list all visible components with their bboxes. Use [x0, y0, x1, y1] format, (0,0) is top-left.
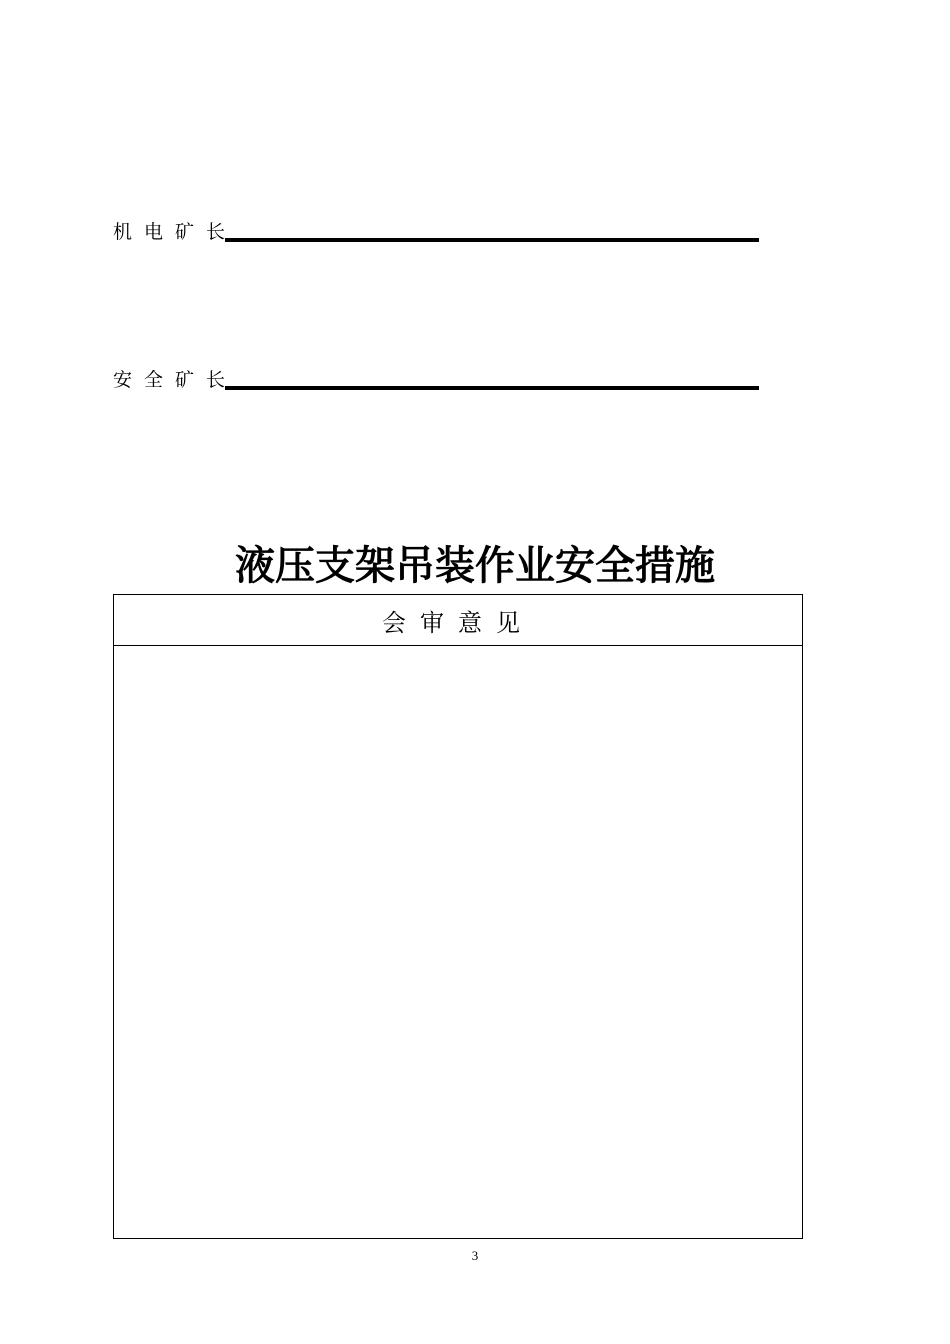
review-opinion-header: 会审意见 [114, 595, 802, 646]
signature-blank-mech-elec-manager[interactable] [225, 238, 759, 242]
signature-line-mech-elec-manager [113, 220, 759, 244]
signature-label-mech-elec-manager: 机电矿长 [113, 221, 238, 243]
page-number: 3 [471, 1248, 479, 1263]
signature-label-safety-manager: 安全矿长 [113, 369, 238, 391]
review-opinion-table [113, 594, 803, 1239]
signature-line-safety-manager [113, 368, 759, 392]
document-title: 液压支架吊装作业安全措施 [235, 542, 715, 589]
review-opinion-body[interactable] [114, 646, 802, 1238]
signature-blank-safety-manager[interactable] [225, 386, 759, 390]
